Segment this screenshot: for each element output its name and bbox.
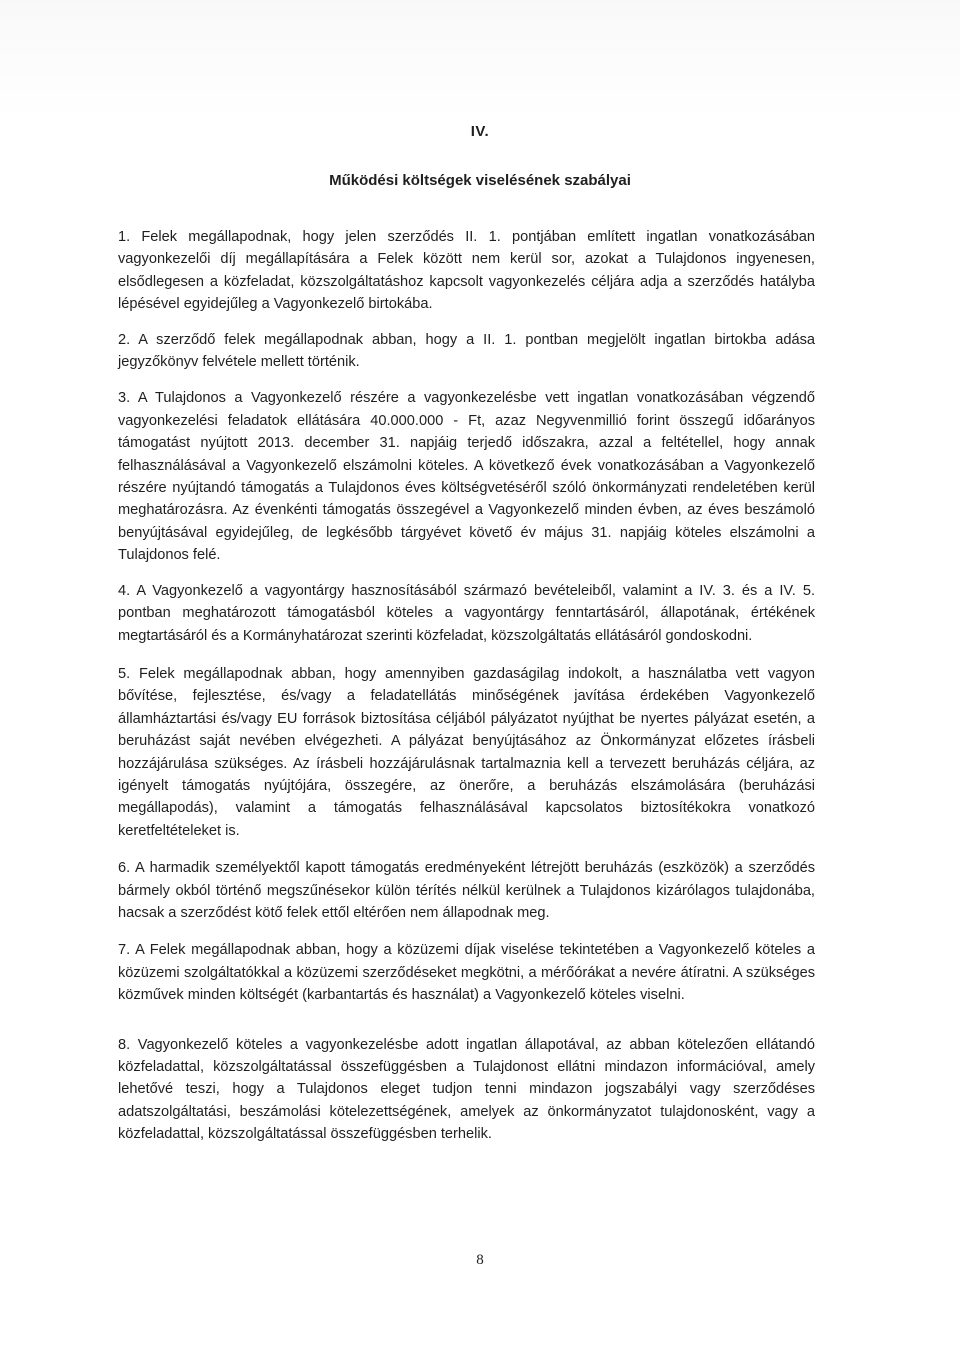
paragraph-8: 8. Vagyonkezelő köteles a vagyonkezelésbe adott ingatlan állapotával, az abban kötelezően ellátandó közfeladattal, közszolgáltatással összefüggésben a Tulajdonost ellátni mindazon információval, amely lehetővé teszi, hogy a Tulajdonos eleget tudjon tenni mindazon jogszabályi vagy szerződéses adatszolgáltatási, beszámolási kötelezettségének, amelyek az önkormányzatot tulajdonosként, vagy a közfeladattal, közszolgáltatással összefüggésben terhelik. <box>118 1036 815 1143</box>
section-title: Működési költségek viselésének szabályai <box>329 172 631 189</box>
page-number: 8 <box>476 1252 484 1268</box>
paragraph-7: 7. A Felek megállapodnak abban, hogy a közüzemi díjak viselése tekintetében a Vagyonkezelő köteles a közüzemi szolgáltatókkal a közüzemi szerződéseket megkötni, a mérőórákat a nevére átíratni. A szükséges közművek minden költségét (karbantartás és használat) a Vagyonkezelő köteles viselni. <box>118 942 815 1004</box>
scan-bleed-through <box>0 0 960 120</box>
paragraph-2: 2. A szerződő felek megállapodnak abban, hogy a II. 1. pontban megjelölt ingatlan birtokba adása jegyzőkönyv felvétele mellett történik. <box>118 331 815 371</box>
paragraph-6: 6. A harmadik személyektől kapott támogatás eredményeként létrejött beruházás (eszközök) a szerződés bármely okból történő megszűnésekor külön térítés nélkül kerülnek a Tulajdonos kizárólagos tulajdonába, hacsak a szerződést kötő felek ettől eltérően nem állapodnak meg. <box>118 860 815 921</box>
paragraph-4: 4. A Vagyonkezelő a vagyontárgy hasznosításából származó bevételeiből, valamint a IV. 3. és a IV. 5. pontban meghatározott támogatásból köteles a vagyontárgy fenntartásáról, állapotának, értékének megtartásáról és a Kormányhatározat szerinti közfeladat, közszolgáltatás ellátásáról gondoskodni. <box>118 582 815 644</box>
document-body <box>118 226 815 1161</box>
paragraph-5: 5. Felek megállapodnak abban, hogy amennyiben gazdaságilag indokolt, a használatba vett vagyon bővítése, fejlesztése, és/vagy a feladatellátás minőségének javítása érdekében Vagyonkezelő államháztartási és/vagy EU források biztosítása céljából pályázatot nyújthat be nyertes pályázat esetén, a beruházást saját nevében elvégezheti. A pályázat benyújtásához az Önkormányzat előzetes írásbeli hozzájárulása szükséges. Az írásbeli hozzájárulásnak tartalmaznia kell a tervezett beruházás céljára, az igényelt támogatás nyújtójára, összegére, az önerőre, a beruházás elszámolására (beruházási megállapodás), valamint a támogatás felhasználásával kapcsolatos biztosítékokra vonatkozó keretfeltételeket is. <box>118 665 815 839</box>
paragraph-1: 1. Felek megállapodnak, hogy jelen szerződés II. 1. pontjában említett ingatlan vonatkozásában vagyonkezelői díj megállapítására a Felek között nem kerül sor, azokat a Tulajdonos ingyenesen, elsődlegesen a közfeladat, közszolgáltatáshoz kapcsolt vagyonkezelés céljára adja a szerződés hatályba lépésével egyidejűleg a Vagyonkezelő birtokába. <box>118 229 815 313</box>
chapter-heading: IV. <box>470 123 490 140</box>
paragraph-3: 3. A Tulajdonos a Vagyonkezelő részére a vagyonkezelésbe vett ingatlan vonatkozásában végzendő vagyonkezelési feladatok ellátására 40.000.000 - Ft, azaz Negyvenmillió forint összegű időarányos támogatást nyújtott 2013. december 31. napjáig terjedő időszakra, azzal a feltétellel, hogy annak felhasználásával a Vagyonkezelő elszámolni köteles. A következő évek vonatkozásában a Vagyonkezelő részére nyújtandó támogatás a Tulajdonos éves költségvetéséről szóló önkormányzati rendeletében kerül meghatározásra. Az évenkénti támogatás összegével a Vagyonkezelő minden évben, az éves beszámoló benyújtásával egyidejűleg, de legkésőbb tárgyévet követő év május 31. napjáig köteles elszámolni a Tulajdonos felé. <box>118 390 815 564</box>
